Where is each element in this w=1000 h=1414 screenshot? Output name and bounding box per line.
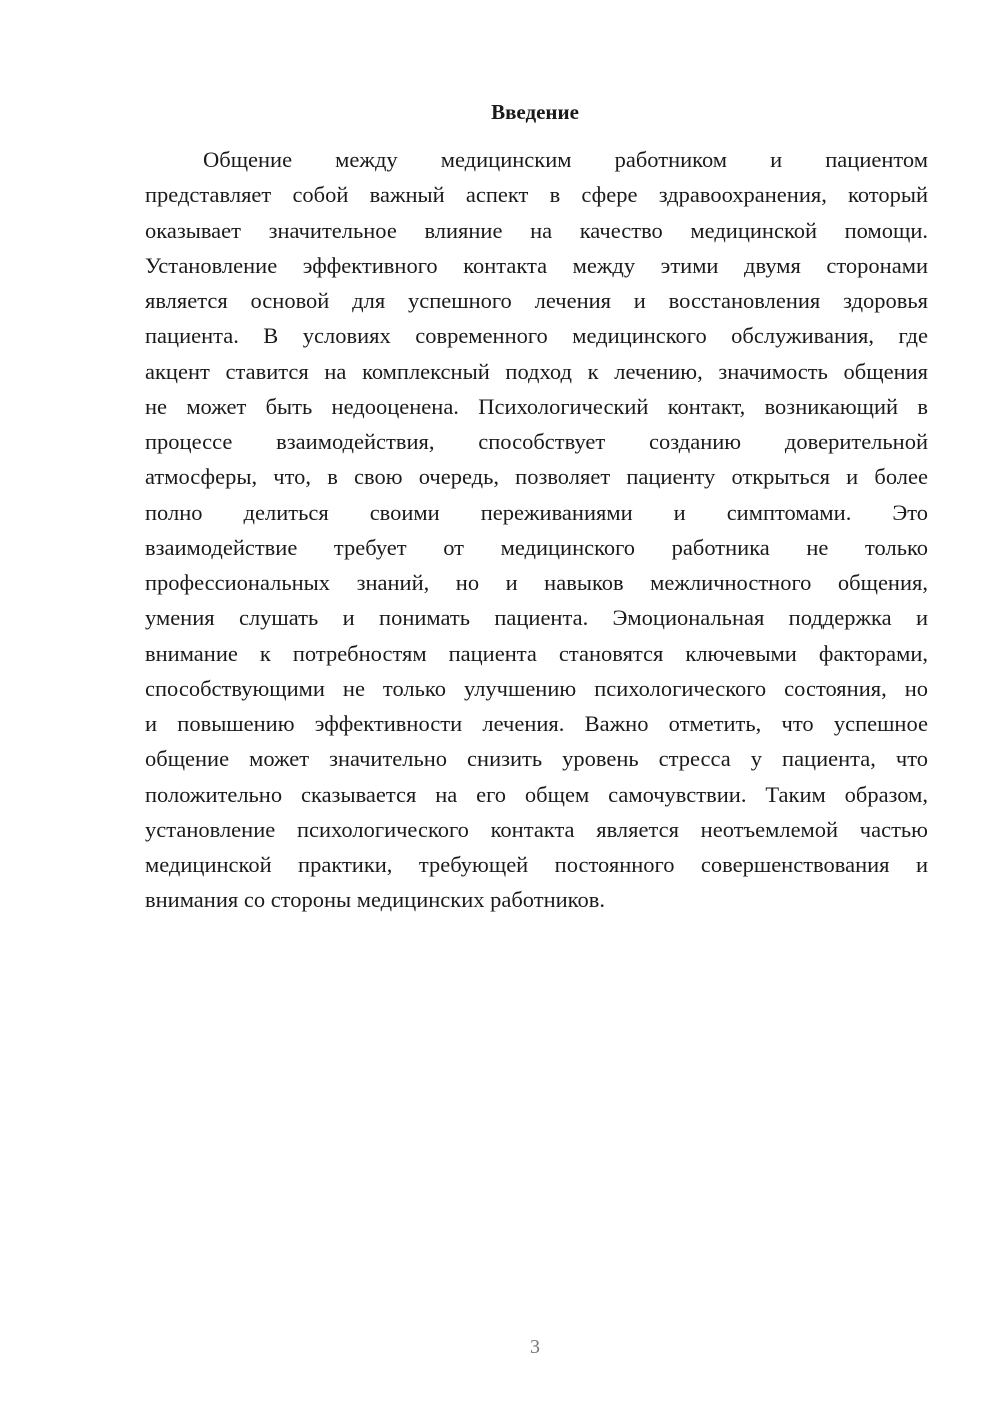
paragraph-line: установление психологического контакта является неотъемлемой частью bbox=[145, 816, 928, 842]
paragraph-line: внимания со стороны медицинских работников. bbox=[145, 887, 605, 913]
page-number: 3 bbox=[530, 1336, 540, 1358]
section-heading: Введение bbox=[491, 100, 579, 124]
paragraph-line: не может быть недооценена. Психологический контакт, возникающий в bbox=[145, 393, 928, 419]
paragraph-line: процессе взаимодействия, способствует созданию доверительной bbox=[145, 429, 928, 454]
paragraph-line: атмосферы, что, в свою очередь, позволяет пациенту открыться и более bbox=[145, 464, 928, 490]
paragraph-line: медицинской практики, требующей постоянного совершенствования и bbox=[145, 852, 928, 877]
paragraph-line: способствующими не только улучшению психологического состояния, но bbox=[145, 675, 928, 701]
paragraph-line: и повышению эффективности лечения. Важно отметить, что успешное bbox=[145, 711, 928, 736]
paragraph-line: внимание к потребностям пациента становятся ключевыми факторами, bbox=[145, 640, 928, 666]
paragraph-line: умения слушать и понимать пациента. Эмоциональная поддержка и bbox=[145, 605, 928, 631]
paragraph-line: полно делиться своими переживаниями и симптомами. Это bbox=[145, 499, 928, 525]
paragraph-line: является основой для успешного лечения и восстановления здоровья bbox=[145, 288, 928, 313]
paragraph-line: профессиональных знаний, но и навыков межличностного общения, bbox=[145, 570, 928, 595]
paragraph-line: Общение между медицинским работником и пациентом bbox=[203, 147, 928, 172]
paragraph-line: положительно сказывается на его общем самочувствии. Таким образом, bbox=[145, 781, 928, 807]
paragraph-line: представляет собой важный аспект в сфере здравоохранения, который bbox=[145, 182, 928, 208]
paragraph-line: Установление эффективного контакта между этими двумя сторонами bbox=[145, 252, 928, 278]
paragraph-line: общение может значительно снизить уровень стресса у пациента, что bbox=[145, 746, 928, 772]
paragraph-line: взаимодействие требует от медицинского работника не только bbox=[145, 534, 928, 560]
paragraph-line: оказывает значительное влияние на качество медицинской помощи. bbox=[145, 217, 928, 243]
paragraph-line: акцент ставится на комплексный подход к лечению, значимость общения bbox=[145, 358, 928, 384]
paragraph-line: пациента. В условиях современного медицинского обслуживания, где bbox=[145, 323, 928, 349]
body-paragraph bbox=[145, 142, 928, 918]
